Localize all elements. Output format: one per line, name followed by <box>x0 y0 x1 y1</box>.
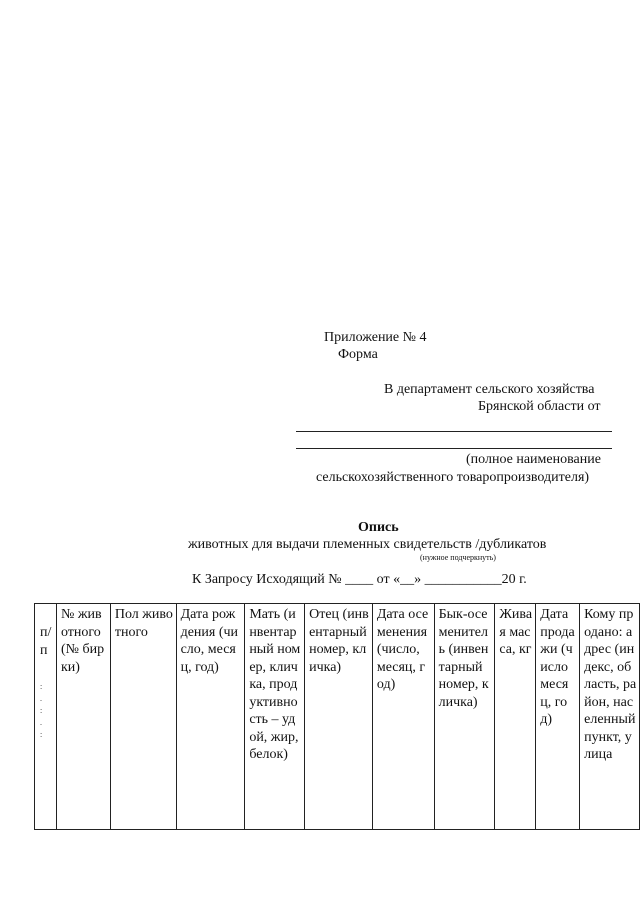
column-header-mother: Мать (инвентарный номер, кличка, продуктивность – удой, жир, белок) <box>245 604 305 830</box>
appendix-label: Приложение № 4 <box>324 330 427 345</box>
fill-line-2 <box>296 448 612 449</box>
caption-line-1: (полное наименование <box>466 452 601 467</box>
inventory-table <box>34 603 640 830</box>
column-header-sex: Пол животного <box>110 604 176 830</box>
caption-line-2: сельскохозяйственного товаропроизводителя) <box>316 470 590 485</box>
column-header-num <box>35 604 57 830</box>
column-header-insemination: Дата осеменения (число, месяц, год) <box>372 604 434 830</box>
fill-line-1 <box>296 431 612 432</box>
request-line: К Запросу Исходящий № ____ от «__» ___________20 г. <box>192 572 527 587</box>
underline-note: (нужное подчеркнуть) <box>420 553 496 562</box>
column-header-weight: Живая масса, кг <box>495 604 536 830</box>
column-header-num-text: п/п <box>40 625 52 658</box>
column-header-birth: Дата рождения (число, месяц, год) <box>176 604 245 830</box>
document-subtitle: животных для выдачи племенных свидетельств /дубликатов <box>188 537 547 552</box>
column-header-buyer: Кому продано: адрес (индекс, область, район, населенный пункт, улица <box>580 604 640 830</box>
addressee-line-2: Брянской области от <box>478 399 601 414</box>
column-header-father: Отец (инвентарный номер, кличка) <box>305 604 373 830</box>
column-header-bull: Бык-осеменитель (инвентарный номер, кличка) <box>434 604 495 830</box>
addressee-line-1: В департамент сельского хозяйства <box>384 382 595 397</box>
column-header-sale-date: Дата продажи (число месяц, год) <box>536 604 580 830</box>
document-title: Опись <box>358 520 399 535</box>
table-header-row <box>35 604 640 830</box>
form-label: Форма <box>338 347 378 362</box>
column-header-tag: № животного (№ бирки) <box>56 604 110 830</box>
column-header-num-dots: : . : . : <box>40 682 43 739</box>
